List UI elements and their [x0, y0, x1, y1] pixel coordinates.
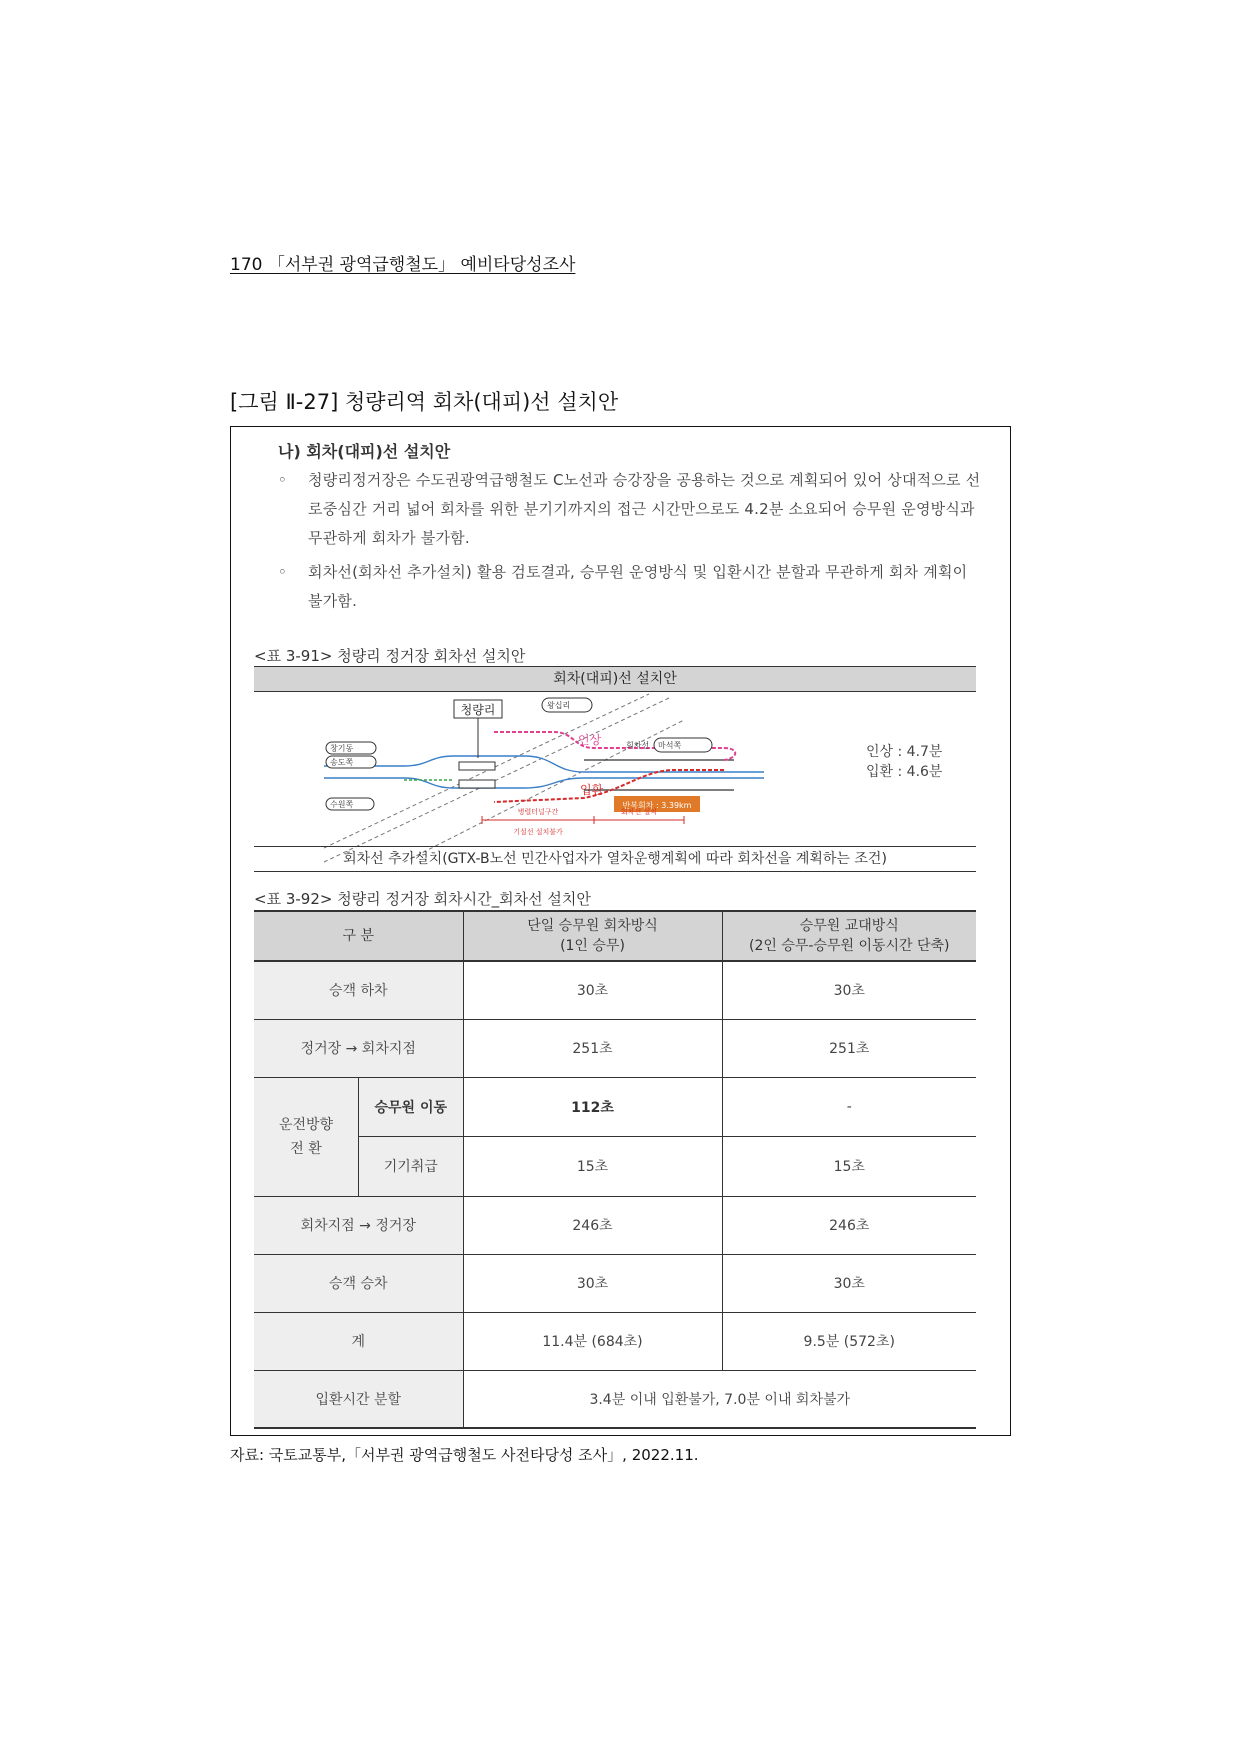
row-label: 정거장 → 회차지점 — [254, 1019, 463, 1077]
turnback-distance-text: 반복회차 : 3.39km — [622, 801, 692, 810]
header-category: 구 분 — [254, 911, 463, 961]
pullin-time: 입환 : 4.6분 — [866, 764, 943, 780]
diagram-header: 회차(대피)선 설치안 — [254, 666, 976, 692]
diagonal-dashed-line — [324, 698, 669, 862]
station-label: 청량리 — [460, 703, 496, 717]
turnback-time-table — [254, 910, 976, 1429]
bullet-text: 회차선(회차선 추가설치) 활용 검토결과, 승무원 운영방식 및 입환시간 분할과 무관하게 회차 계획이 불가함. — [308, 563, 968, 610]
cell: - — [722, 1077, 976, 1137]
songdo-label: 송도쪽 — [330, 758, 354, 767]
figure-title: [그림 Ⅱ-27] 청량리역 회차(대피)선 설치안 — [230, 390, 619, 414]
platform — [459, 780, 495, 788]
cell: 251초 — [463, 1019, 722, 1077]
group-label: 운전방향 전 환 — [254, 1078, 359, 1196]
running-header: 170 「서부권 광역급행철도」 예비타당성조사 — [230, 255, 576, 275]
header-single-crew: 단일 승무원 회차방식 (1인 승무) — [463, 911, 722, 961]
row-label: 승객 승차 — [254, 1254, 463, 1312]
source-note: 자료: 국토교통부,「서부권 광역급행철도 사전타당성 조사」, 2022.11. — [230, 1446, 699, 1464]
row-label: 회차지점 → 정거장 — [254, 1196, 463, 1254]
table-91-footer: 회차선 추가설치(GTX-B노선 민간사업자가 열차운행계획에 따라 회차선을 계획하는 조건) — [254, 846, 976, 872]
cell: 30초 — [463, 961, 722, 1019]
pullin-label: 입환 — [580, 783, 604, 797]
track-line — [324, 778, 764, 788]
cell: 251초 — [722, 1019, 976, 1077]
suwon-label: 수원쪽 — [330, 800, 354, 809]
bracket-left-label-1: 병렬터널구간 — [517, 808, 559, 816]
bracket-left-label-2: 기설선 설치불가 — [513, 828, 563, 836]
table-row — [254, 1019, 976, 1077]
bullet-text: 청량리정거장은 수도권광역급행철도 C노선과 승강장을 공용하는 것으로 계획되어 있어 상대적으로 선로중심간 거리 넓어 회차를 위한 분기기까지의 접근 시간만으로도 4.2분 소요되어 승무원 운영방식과 무관하게 회차가 불가함. — [308, 471, 981, 547]
table-row — [254, 1196, 976, 1254]
sub-label: 승무원 이동 — [359, 1078, 463, 1138]
cell: 246초 — [463, 1196, 722, 1254]
cell: 30초 — [463, 1254, 722, 1312]
merged-cell: 3.4분 이내 입환불가, 7.0분 이내 회차불가 — [463, 1370, 976, 1428]
bullet-mark: ◦ — [278, 471, 288, 489]
cell: 30초 — [722, 1254, 976, 1312]
table-header-row — [254, 911, 976, 961]
cell: 11.4분 (684초) — [463, 1312, 722, 1370]
section-heading: 나) 회차(대피)선 설치안 — [278, 442, 451, 461]
pullout-time: 인상 : 4.7분 — [866, 744, 943, 760]
row-label: 승객 하차 — [254, 961, 463, 1019]
table-91-caption: <표 3-91> 청량리 정거장 회차선 설치안 — [254, 647, 526, 665]
pullout-label: 인상 — [578, 733, 602, 747]
cell: 112초 — [463, 1077, 722, 1137]
turnback-diagram — [254, 666, 976, 870]
table-row — [254, 1254, 976, 1312]
maseok-label: 마석쪽 — [658, 741, 682, 750]
row-label: 입환시간 분할 — [254, 1370, 463, 1428]
platform — [459, 762, 495, 770]
sub-label: 기기취급 — [383, 1159, 438, 1176]
bullet-mark: ◦ — [278, 563, 288, 581]
cell: 246초 — [722, 1196, 976, 1254]
bracket-right-label: 회차선 설치 — [620, 808, 658, 816]
table-92-caption: <표 3-92> 청량리 정거장 회차시간_회차선 설치안 — [254, 890, 591, 908]
cell: 15초 — [722, 1137, 976, 1197]
header-crew-shift: 승무원 교대방식 (2인 승무-승무원 이동시간 단축) — [722, 911, 976, 961]
turnback-line-label: 회차선 — [626, 741, 650, 750]
cell: 9.5분 (572초) — [722, 1312, 976, 1370]
bullet-paragraph-2 — [278, 558, 983, 616]
bullet-paragraph-1 — [278, 466, 983, 553]
cell: 30초 — [722, 961, 976, 1019]
sanggye-label: 창기동 — [330, 744, 354, 753]
cell: 15초 — [463, 1137, 722, 1197]
track-schematic — [254, 690, 976, 870]
row-group — [254, 1077, 463, 1196]
table-row — [254, 1077, 976, 1137]
wangsimni-label: 왕십리 — [547, 701, 571, 710]
table-row — [254, 1312, 976, 1370]
table-row — [254, 961, 976, 1019]
table-row — [254, 1370, 976, 1428]
row-label: 계 — [254, 1312, 463, 1370]
